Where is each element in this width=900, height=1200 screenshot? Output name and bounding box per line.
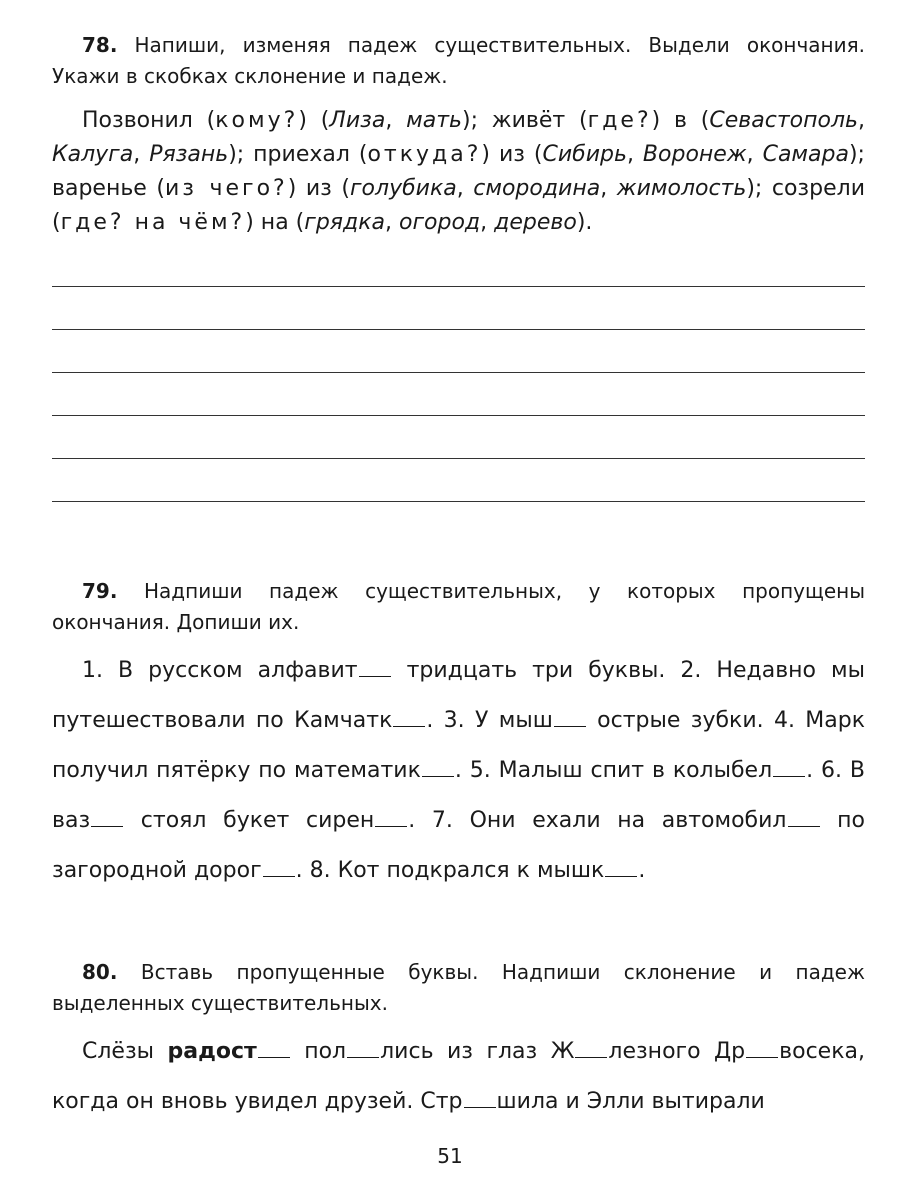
blank-gap[interactable]	[375, 810, 407, 827]
blank-gap[interactable]	[393, 710, 425, 727]
page-number: 51	[437, 1144, 463, 1168]
answer-line[interactable]	[52, 501, 865, 502]
exercise-78	[52, 30, 865, 240]
blank-gap[interactable]	[91, 810, 123, 827]
exercise-number: 79.	[82, 579, 118, 603]
page	[52, 0, 865, 1200]
answer-line[interactable]	[52, 329, 865, 330]
exercise-79	[52, 576, 865, 896]
exercise-80	[52, 957, 865, 1127]
exercise-80-instruction: 80. Вставь пропущенные буквы. Надпиши склонение и падеж выделенных существительных.	[52, 960, 866, 1015]
exercise-78-instruction: 78. Напиши, изменяя падеж существительных. Выдели окончания. Укажи в скобках склонение и падеж.	[52, 33, 866, 88]
exercise-80-text: Слёзы радост пол лись из глаз Ж лезного Др восека, когда он вновь увидел друзей. Стр шила и Элли вытирали	[52, 1039, 865, 1114]
blank-gap[interactable]	[746, 1041, 778, 1058]
answer-lines[interactable]	[52, 286, 865, 544]
highlighted-noun: радост	[167, 1039, 257, 1064]
answer-line[interactable]	[52, 372, 865, 373]
blank-gap[interactable]	[773, 760, 805, 777]
exercise-79-instruction: 79. Надпиши падеж существительных, у которых пропущены окончания. Допиши их.	[52, 579, 865, 634]
blank-gap[interactable]	[575, 1041, 607, 1058]
answer-line[interactable]	[52, 286, 865, 287]
exercise-78-text: Позвонил (кому?) (Лиза, мать); живёт (где?) в (Севастополь, Калуга, Рязань); приехал (откуда?) из (Сибирь, Воронеж, Самара); варенье (из чего?) из (голубика, смородина, жимолость); созрели (где? на чём?) на (грядка, огород, дерево).	[52, 108, 865, 235]
blank-gap[interactable]	[788, 810, 820, 827]
blank-gap[interactable]	[258, 1041, 290, 1058]
blank-gap[interactable]	[359, 660, 391, 677]
blank-gap[interactable]	[263, 860, 295, 877]
blank-gap[interactable]	[422, 760, 454, 777]
answer-line[interactable]	[52, 458, 865, 459]
answer-line[interactable]	[52, 415, 865, 416]
exercise-number: 80.	[82, 960, 118, 984]
blank-gap[interactable]	[347, 1041, 379, 1058]
exercise-79-text: 1. В русском алфавит тридцать три буквы. 2. Недавно мы путешествовали по Камчатк . 3. У мыш острые зубки. 4. Марк получил пятёрку по математик . 5. Малыш спит в колыбел . 6. В ваз стоял букет сирен . 7. Они ехали на автомобил по загородной дорог . 8. Кот подкрался к мышк .	[52, 658, 865, 883]
blank-gap[interactable]	[554, 710, 586, 727]
exercise-number: 78.	[82, 33, 118, 57]
blank-gap[interactable]	[605, 860, 637, 877]
blank-gap[interactable]	[464, 1091, 496, 1108]
